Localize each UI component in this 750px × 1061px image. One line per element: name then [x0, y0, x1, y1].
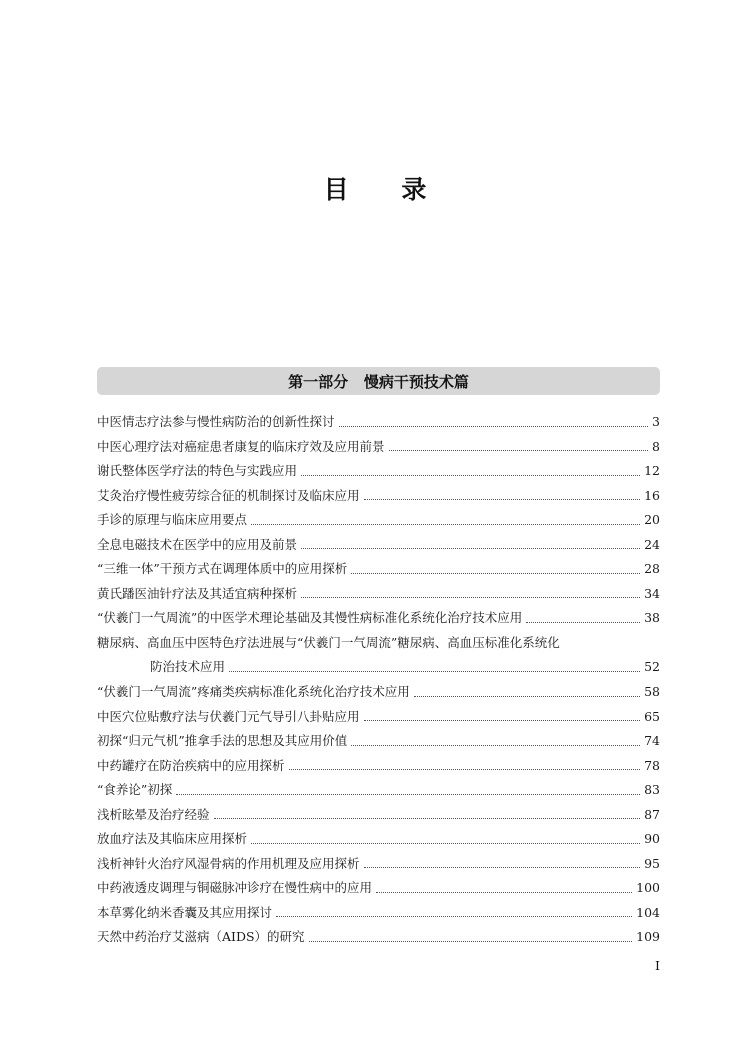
toc-entry-page: 87	[644, 806, 660, 822]
toc-entry[interactable]	[97, 484, 660, 509]
dot-leader	[376, 892, 632, 893]
dot-leader	[364, 867, 641, 868]
toc-entry-page: 24	[644, 536, 660, 552]
toc-entry-title: 中医情志疗法参与慢性病防治的创新性探讨	[97, 414, 335, 429]
toc-entry[interactable]	[97, 680, 660, 705]
dot-leader	[364, 499, 641, 500]
toc-entry-title: 浅析神针火治疗风湿骨病的作用机理及应用探析	[97, 855, 360, 871]
dot-leader	[414, 696, 640, 697]
toc-entry-title: 艾灸治疗慢性疲劳综合征的机制探讨及临床应用	[97, 487, 360, 503]
toc-entry[interactable]	[97, 876, 660, 901]
toc-entry-page: 3	[652, 414, 660, 429]
toc-entry-page: 34	[644, 585, 660, 601]
toc-entry-title: 中医穴位贴敷疗法与伏羲门元气导引八卦贴应用	[97, 708, 360, 724]
toc-entry-page: 100	[636, 880, 660, 896]
toc-entry-page: 104	[636, 904, 660, 920]
toc-entry-page: 8	[652, 438, 660, 454]
toc-entry-title-line1[interactable]: 糖尿病、高血压中医特色疗法进展与“伏羲门一气周流”糖尿病、高血压标准化系统化	[97, 634, 560, 650]
toc-entry[interactable]	[97, 533, 660, 558]
toc-entry[interactable]	[97, 410, 660, 435]
toc-entry-title: 手诊的原理与临床应用要点	[97, 512, 248, 528]
dot-leader	[229, 671, 640, 672]
dot-leader	[339, 426, 649, 427]
dot-leader	[251, 843, 640, 844]
table-of-contents	[97, 410, 660, 950]
toc-entry-title: “伏羲门一气周流”疼痛类疾病标准化系统化治疗技术应用	[97, 684, 410, 700]
dot-leader	[309, 941, 633, 942]
toc-entry-title: 全息电磁技术在医学中的应用及前景	[97, 536, 298, 552]
toc-entry-title: “伏羲门一气周流”的中医学术理论基础及其慢性病标准化系统化治疗技术应用	[97, 610, 523, 626]
toc-entry-page: 38	[644, 610, 660, 626]
toc-entry-page: 109	[636, 929, 660, 945]
dot-leader	[351, 573, 640, 574]
toc-entry-page: 16	[644, 487, 660, 503]
section-banner: 第一部分 慢病干预技术篇	[97, 367, 660, 395]
toc-entry[interactable]	[97, 852, 660, 877]
toc-entry-title: 中医心理疗法对癌症患者康复的临床疗效及应用前景	[97, 438, 385, 454]
toc-entry-page: 74	[644, 733, 660, 749]
toc-entry[interactable]	[97, 778, 660, 803]
toc-entry[interactable]	[97, 557, 660, 582]
toc-entry-title: “食养论”初探	[97, 782, 173, 798]
toc-entry[interactable]	[97, 459, 660, 484]
dot-leader	[214, 818, 641, 819]
dot-leader	[276, 916, 632, 917]
toc-entry-title: 浅析眩晕及治疗经验	[97, 806, 210, 822]
dot-leader	[526, 622, 640, 623]
toc-entry-page: 52	[644, 659, 660, 675]
page-number: I	[655, 958, 660, 973]
toc-entry-title: 本草雾化纳米香囊及其应用探讨	[97, 904, 273, 920]
dot-leader	[301, 548, 640, 549]
dot-leader	[289, 769, 641, 770]
toc-entry[interactable]	[97, 827, 660, 852]
toc-entry[interactable]	[97, 901, 660, 926]
dot-leader	[351, 745, 640, 746]
toc-entry[interactable]	[97, 925, 660, 950]
toc-entry[interactable]	[97, 606, 660, 631]
dot-leader	[364, 720, 641, 721]
toc-entry-page: 58	[644, 684, 660, 700]
toc-entry-title: 天然中药治疗艾滋病（AIDS）的研究	[97, 929, 305, 945]
page-title: 目 录	[323, 175, 449, 204]
dot-leader	[176, 794, 640, 795]
toc-entry-title: 中药罐疗在防治疾病中的应用探析	[97, 757, 285, 773]
toc-entry[interactable]	[97, 754, 660, 779]
toc-entry-title: 谢氏整体医学疗法的特色与实践应用	[97, 463, 298, 479]
dot-leader	[301, 475, 640, 476]
toc-entry-title: 初探“归元气机”推拿手法的思想及其应用价值	[97, 733, 348, 749]
dot-leader	[301, 597, 640, 598]
toc-entry[interactable]	[97, 729, 660, 754]
toc-entry[interactable]	[97, 582, 660, 607]
toc-entry-title: “三维一体”干预方式在调理体质中的应用探析	[97, 561, 348, 577]
toc-entry-title: 放血疗法及其临床应用探析	[97, 831, 248, 847]
toc-entry[interactable]	[97, 655, 660, 680]
toc-entry-title: 中药液透皮调理与铜磁脉冲诊疗在慢性病中的应用	[97, 880, 373, 896]
dot-leader	[251, 524, 640, 525]
toc-entry-page: 90	[644, 831, 660, 847]
toc-entry[interactable]	[97, 803, 660, 828]
toc-entry-page: 83	[644, 782, 660, 798]
toc-entry-page: 20	[644, 512, 660, 528]
toc-entry[interactable]	[97, 705, 660, 730]
toc-entry-page: 78	[644, 757, 660, 773]
toc-entry-title-line2: 防治技术应用	[150, 659, 226, 675]
toc-entry[interactable]	[97, 508, 660, 533]
toc-entry-page: 95	[644, 855, 660, 871]
toc-entry-title: 黄氏蹯医油针疗法及其适宜病种探析	[97, 585, 298, 601]
toc-entry-page: 65	[644, 708, 660, 724]
dot-leader	[389, 450, 649, 451]
toc-entry-page: 12	[644, 463, 660, 479]
toc-entry-page: 28	[644, 561, 660, 577]
toc-entry[interactable]	[97, 435, 660, 460]
